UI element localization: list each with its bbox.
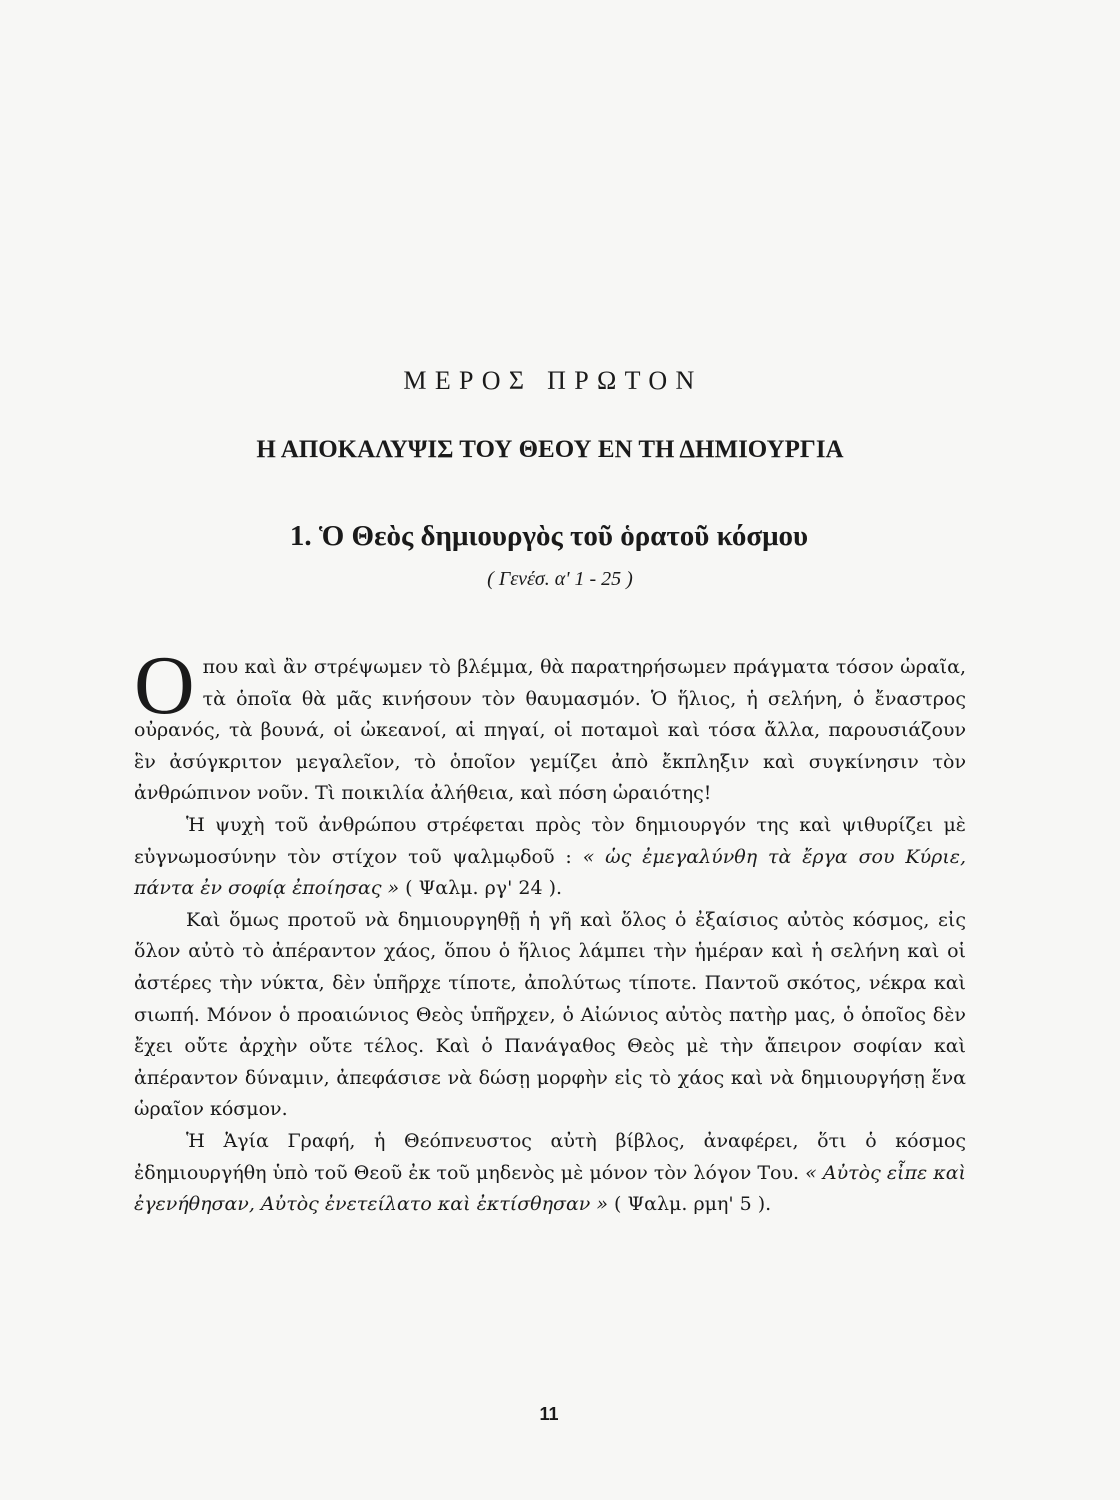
body-text: [134, 639, 967, 1221]
psalm-citation-2: ( Ψαλμ. ρμη' 5 ).: [608, 1193, 772, 1216]
chapter-title: 1. Ὁ Θεὸς δημιουργὸς τοῦ ὁρατοῦ κόσμου: [289, 520, 809, 552]
psalm-citation: ( Ψαλμ. ργ' 24 ).: [399, 877, 563, 900]
chapter-reference: ( Γενέσ. α' 1 - 25 ): [487, 568, 633, 590]
psalm-quote-2: « Αὐτὸς εἶπε καὶ ἐγενήθησαν, Αὐτὸς ἐνετείλατο καὶ ἐκτίσθησαν »: [134, 1161, 966, 1216]
psalm-quote: « ὡς ἐμεγαλύνθη τὰ ἔργα σου Κύριε, πάντα ἐν σοφίᾳ ἐποίησας »: [134, 845, 967, 900]
part-title: ΜΕΡΟΣ ΠΡΩΤΟΝ: [403, 366, 703, 395]
paragraph-2-text: Ἡ ψυχὴ τοῦ ἀνθρώπου στρέφεται πρὸς τὸν δημιουργόν της καὶ ψιθυρίζει μὲ εὐγνωμοσύνην τὸν στίχον τοῦ ψαλμῳδοῦ :: [134, 813, 966, 868]
paragraph-3-text: Καὶ ὅμως προτοῦ νὰ δημιουργηθῇ ἡ γῆ καὶ ὅλος ὁ ἐξαίσιος αὐτὸς κόσμος, εἰς ὅλον αὐτὸ τὸ ἀπέραντον χάος, ὅπου ὁ ἥλιος λάμπει τὴν ἡμέραν καὶ ἡ σελήνη καὶ οἱ ἀστέρες τὴν νύκτα, δὲν ὑπῆρχε τίποτε, ἀπολύτως τίποτε. Παντοῦ σκότος, νέκρα καὶ σιωπή. Μόνον ὁ προαιώνιος Θεὸς ὑπῆρχεν, ὁ Αἰώνιος αὐτὸς πατὴρ μας, ὁ ὁποῖος δὲν ἔχει οὔτε ἀρχὴν οὔτε τέλος. Καὶ ὁ Πανάγαθος Θεὸς μὲ τὴν ἄπειρον σοφίαν καὶ ἀπέραντον δύναμιν, ἀπεφάσισε νὰ δώσῃ μορφὴν εἰς τὸ χάος καὶ νὰ δημιουργήσῃ ἕνα ὡραῖον κόσμον.: [134, 908, 966, 1121]
paragraph-4-text: Ἡ Ἁγία Γραφή, ἡ Θεόπνευστος αὐτὴ βίβλος, ἀναφέρει, ὅτι ὁ κόσμος ἐδημιουργήθη ὑπὸ τοῦ Θεοῦ ἐκ τοῦ μηδενὸς μὲ μόνον τὸν λόγον Του.: [134, 1129, 966, 1184]
paragraph-3: [134, 905, 966, 1126]
page-number: 11: [539, 1404, 559, 1424]
paragraph-1: [134, 639, 966, 810]
section-title: Η ΑΠΟΚΑΛΥΨΙΣ ΤΟΥ ΘΕΟΥ ΕΝ ΤΗ ΔΗΜΙΟΥΡΓΙΑ: [256, 436, 844, 463]
drop-cap: Ο: [134, 639, 195, 732]
paragraph-2: [134, 810, 966, 905]
paragraph-4: [134, 1126, 966, 1221]
paragraph-1-text: που καὶ ἂν στρέψωμεν τὸ βλέμμα, θὰ παρατηρήσωμεν πράγματα τόσον ὡραῖα, τὰ ὁποῖα θὰ μᾶς κινήσουν τὸν θαυμασμόν. Ὁ ἥλιος, ἡ σελήνη, ὁ ἔναστρος οὐρανός, τὰ βουνά, οἱ ὠκεανοί, αἱ πηγαί, οἱ ποταμοὶ καὶ τόσα ἄλλα, παρουσιάζουν ἓν ἀσύγκριτον μεγαλεῖον, τὸ ὁποῖον γεμίζει ἀπὸ ἔκπληξιν καὶ συγκίνησιν τὸν ἀνθρώπινον νοῦν. Τὶ ποικιλία ἀλήθεια, καὶ πόση ὡραιότης!: [134, 656, 966, 805]
